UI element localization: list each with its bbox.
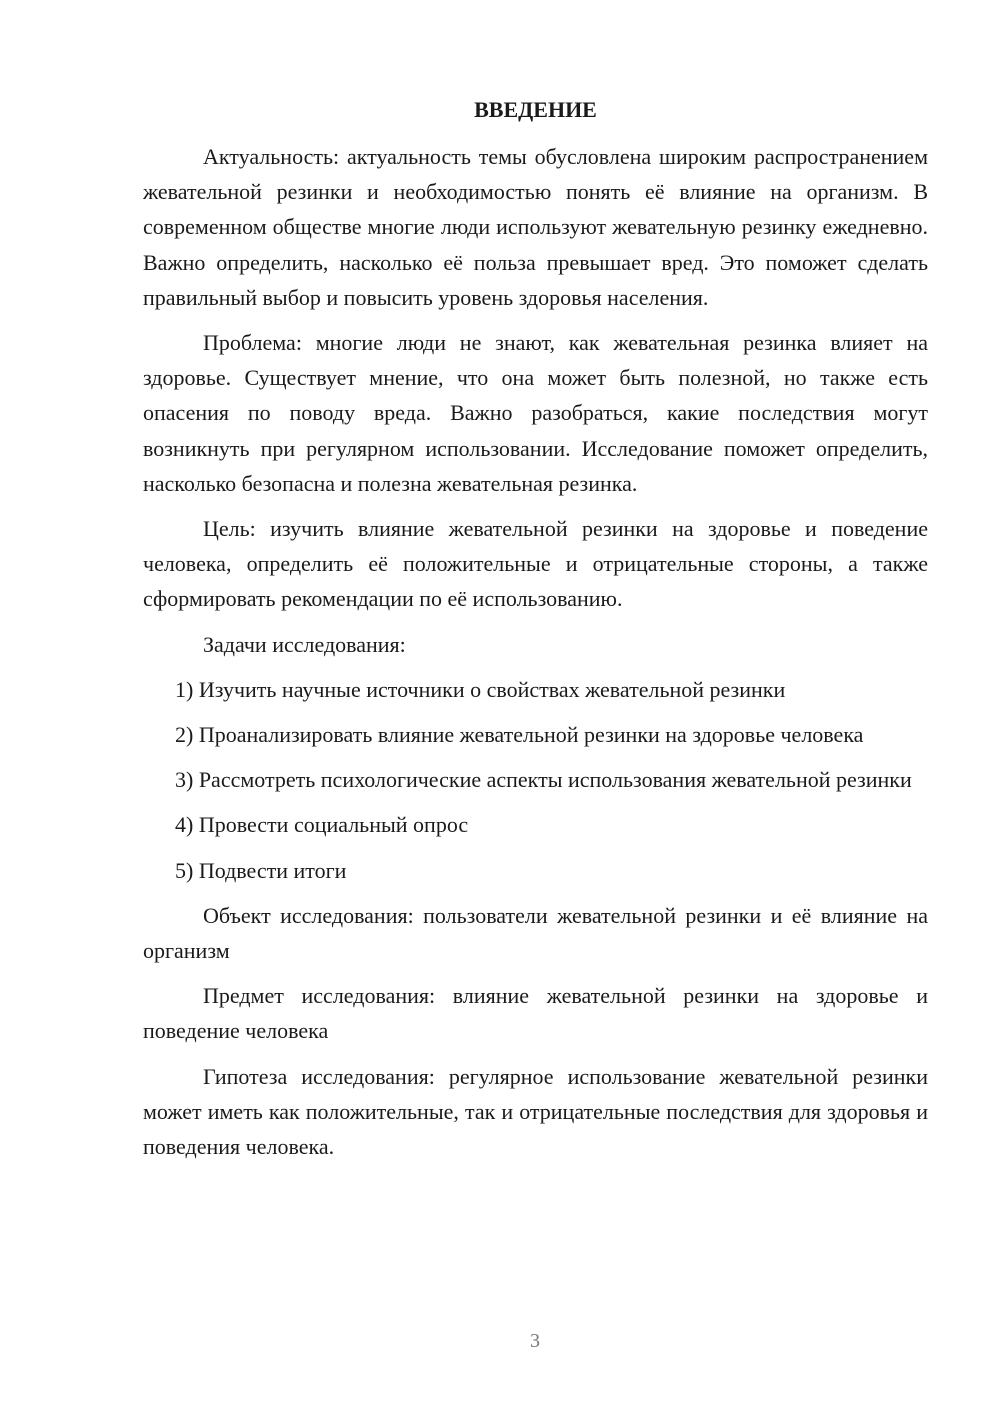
page-number: 3 [530, 1330, 540, 1352]
task-item-4: 4) Провести социальный опрос [175, 812, 469, 838]
paragraph-object: Объект исследования: пользователи жевательной резинки и её влияние на организм [143, 902, 928, 964]
task-item-2: 2) Проанализировать влияние жевательной резинки на здоровье человека [175, 722, 864, 748]
document-page [143, 92, 928, 1164]
paragraph-goal: Цель: изучить влияние жевательной резинки на здоровье и поведение человека, определить её положительные и отрицательные стороны, а также сформировать рекомендации по её использованию. [143, 516, 928, 612]
tasks-heading: Задачи исследования: [203, 631, 406, 657]
task-item-5: 5) Подвести итоги [175, 857, 347, 883]
paragraph-problem: Проблема: многие люди не знают, как жевательная резинка влияет на здоровье. Существует мнение, что она может быть полезной, но также есть опасения по поводу вреда. Важно разобраться, какие последствия могут возникнуть при регулярном использовании. Исследование поможет определить, насколько безопасна и полезна жевательная резинка. [143, 330, 928, 496]
task-item-3: 3) Рассмотреть психологические аспекты использования жевательной резинки [175, 767, 912, 793]
page-title: ВВЕДЕНИЕ [474, 97, 597, 122]
paragraph-subject: Предмет исследования: влияние жевательной резинки на здоровье и поведение человека [143, 983, 928, 1044]
paragraph-relevance: Актуальность: актуальность темы обусловлена широким распространением жевательной резинки и необходимостью понять её влияние на организм. В современном обществе многие люди используют жевательную резинку ежедневно. Важно определить, насколько её польза превышает вред. Это поможет сделать правильный выбор и повысить уровень здоровья населения. [143, 144, 928, 310]
paragraph-hypothesis: Гипотеза исследования: регулярное использование жевательной резинки может иметь как положительные, так и отрицательные последствия для здоровья и поведения человека. [143, 1063, 928, 1160]
task-item-1: 1) Изучить научные источники о свойствах жевательной резинки [175, 676, 786, 702]
